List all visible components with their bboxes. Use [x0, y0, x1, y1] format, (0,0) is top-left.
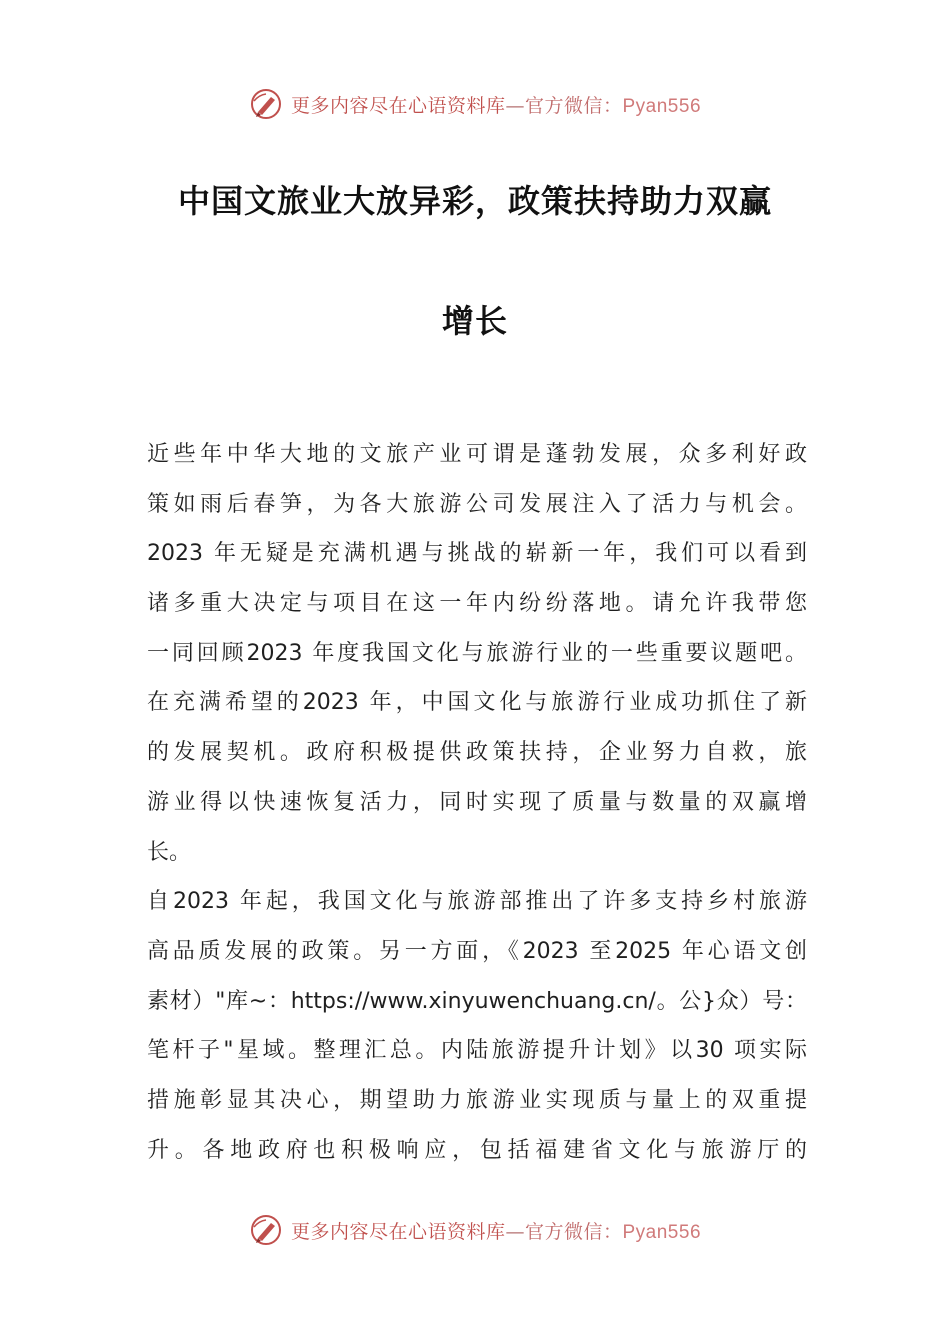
body-line: 长。 — [147, 839, 192, 865]
pen-logo-icon — [249, 1213, 283, 1247]
body-line: 策如雨后春笋，为各大旅游公司发展注入了活力与机会。 — [147, 491, 807, 517]
footer-wechat-label: 官方微信： — [524, 1220, 623, 1243]
body-line: 自2023 年起，我国文化与旅游部推出了许多支持乡村旅游 — [147, 889, 807, 915]
header-dash: — — [505, 94, 525, 117]
header-wechat-id: Pyan556 — [622, 95, 702, 117]
header-site-name: 更多内容尽在心语资料库 — [290, 94, 506, 117]
body-line: 一同回顾2023 年度我国文化与旅游行业的一些重要议题吧。 — [147, 640, 807, 666]
document-body — [147, 430, 807, 1175]
footer-dash: — — [505, 1220, 525, 1243]
body-line: 2023 年无疑是充满机遇与挑战的崭新一年，我们可以看到 — [147, 541, 807, 567]
pen-logo-icon — [249, 87, 283, 121]
body-line: 笔杆子"星域。整理汇总。内陆旅游提升计划》以30 项实际 — [147, 1038, 807, 1064]
footer-wechat-id: Pyan556 — [622, 1221, 702, 1243]
body-line: 素材）"库~：https://www.xinyuwenchuang.cn/。公}众）号： — [147, 988, 807, 1014]
body-line: 的发展契机。政府积极提供政策扶持，企业努力自救，旅 — [147, 740, 807, 766]
footer-banner — [0, 1210, 950, 1250]
header-wechat-label: 官方微信： — [524, 94, 623, 117]
body-line: 在充满希望的2023 年，中国文化与旅游行业成功抓住了新 — [147, 690, 807, 716]
footer-banner-text — [291, 1217, 701, 1244]
body-line: 升。各地政府也积极响应，包括福建省文化与旅游厅的 — [147, 1137, 807, 1163]
header-banner — [0, 84, 950, 124]
body-line: 诸多重大决定与项目在这一年内纷纷落地。请允许我带您 — [147, 591, 807, 617]
footer-site-name: 更多内容尽在心语资料库 — [290, 1220, 506, 1243]
body-line: 游业得以快速恢复活力，同时实现了质量与数量的双赢增 — [147, 789, 807, 815]
document-title-line-1: 中国文旅业大放异彩，政策扶持助力双赢 — [177, 182, 772, 220]
body-line: 近些年中华大地的文旅产业可谓是蓬勃发展，众多利好政 — [147, 442, 807, 467]
body-line: 高品质发展的政策。另一方面，《2023 至2025 年心语文创 — [147, 938, 807, 964]
header-banner-text — [291, 91, 701, 118]
body-line: 措施彰显其决心，期望助力旅游业实现质与量上的双重提 — [147, 1087, 807, 1113]
document-title-line-2: 增长 — [441, 302, 508, 340]
